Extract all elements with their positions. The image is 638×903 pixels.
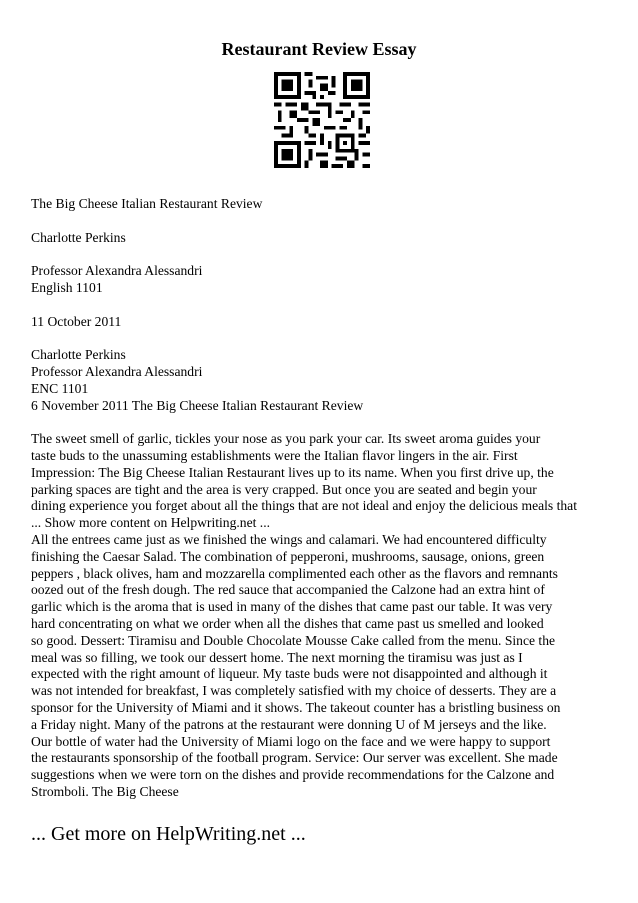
professor-name: Professor Alexandra Alessandri <box>31 263 203 279</box>
date: 11 October 2011 <box>31 313 122 329</box>
page-title: Restaurant Review Essay <box>221 39 417 59</box>
text-line: dining experience you forget about all the things that are not ideal and enjoy the delicious meals that <box>31 498 577 514</box>
essay-author: Charlotte Perkins <box>31 347 126 363</box>
course-name: English 1101 <box>31 279 103 295</box>
text-line: meal was so filling, we took our dessert home. The next morning the tiramisu was just as I <box>31 649 523 665</box>
text-line: The sweet smell of garlic, tickles your nose as you park your car. Its sweet aroma guides your <box>31 431 541 447</box>
text-line: a Friday night. Many of the patrons at the restaurant were donning U of M jerseys and the like. <box>31 716 547 732</box>
text-line: finishing the Caesar Salad. The combination of pepperoni, mushrooms, sausage, onions, green <box>31 548 545 564</box>
text-line: taste buds to the unassuming establishments were the Italian flavor lingers in the air. First <box>31 447 518 463</box>
essay-course: ENC 1101 <box>31 380 89 396</box>
text-line: sponsor for the University of Miami and it shows. The takeout counter has a bristling business on <box>31 699 561 715</box>
text-line: peppers , black olives, ham and mozzarella complimented each other as the flavors and remnants <box>31 565 558 581</box>
essay-professor: Professor Alexandra Alessandri <box>31 363 203 379</box>
text-line: the restaurants sponsorship of the football program. Service: Our server was excellent. She made <box>31 750 558 766</box>
author-name: Charlotte Perkins <box>31 229 126 245</box>
text-line: was not intended for breakfast, I was completely satisfied with my choice of desserts. They are a <box>31 683 557 699</box>
review-title: The Big Cheese Italian Restaurant Review <box>31 196 263 211</box>
essay-body <box>31 196 621 801</box>
text-line: expected with the right amount of liqueur. My taste buds were not disappointed and although it <box>31 666 548 682</box>
text-line: parking spaces are tight and the area is very crapped. But once you are seated and begin your <box>31 481 537 497</box>
get-more-link[interactable]: ... Get more on HelpWriting.net ... <box>31 823 306 845</box>
text-line: Impression: The Big Cheese Italian Restaurant lives up to its name. When you first drive up, the <box>31 464 554 480</box>
text-line: All the entrees came just as we finished the wings and calamari. We had encountered difficulty <box>31 531 547 547</box>
text-line: so good. Dessert: Tiramisu and Double Chocolate Mousse Cake called from the menu. Since the <box>31 632 556 648</box>
text-line: Stromboli. The Big Cheese <box>31 783 179 799</box>
text-line: suggestions when we were torn on the dishes and provide recommendations for the Calzone and <box>31 767 555 783</box>
qr-code-icon <box>274 72 370 168</box>
text-line: oozed out of the fresh dough. The red sauce that accompanied the Calzone had an extra hint of <box>31 582 545 598</box>
essay-date-title: 6 November 2011 The Big Cheese Italian Restaurant Review <box>31 397 364 413</box>
text-line: garlic which is the aroma that is used in many of the dishes that came past our table. It was very <box>31 599 553 615</box>
paragraph-intro <box>31 431 621 532</box>
show-more-link[interactable]: ... Show more content on Helpwriting.net ... <box>31 515 270 531</box>
text-line: Our bottle of water had the University of Miami logo on the face and we were happy to support <box>31 733 551 749</box>
text-line: hard concentrating on what we order when all the dishes that came past us smelled and looked <box>31 615 544 631</box>
paragraph-main <box>31 532 621 801</box>
